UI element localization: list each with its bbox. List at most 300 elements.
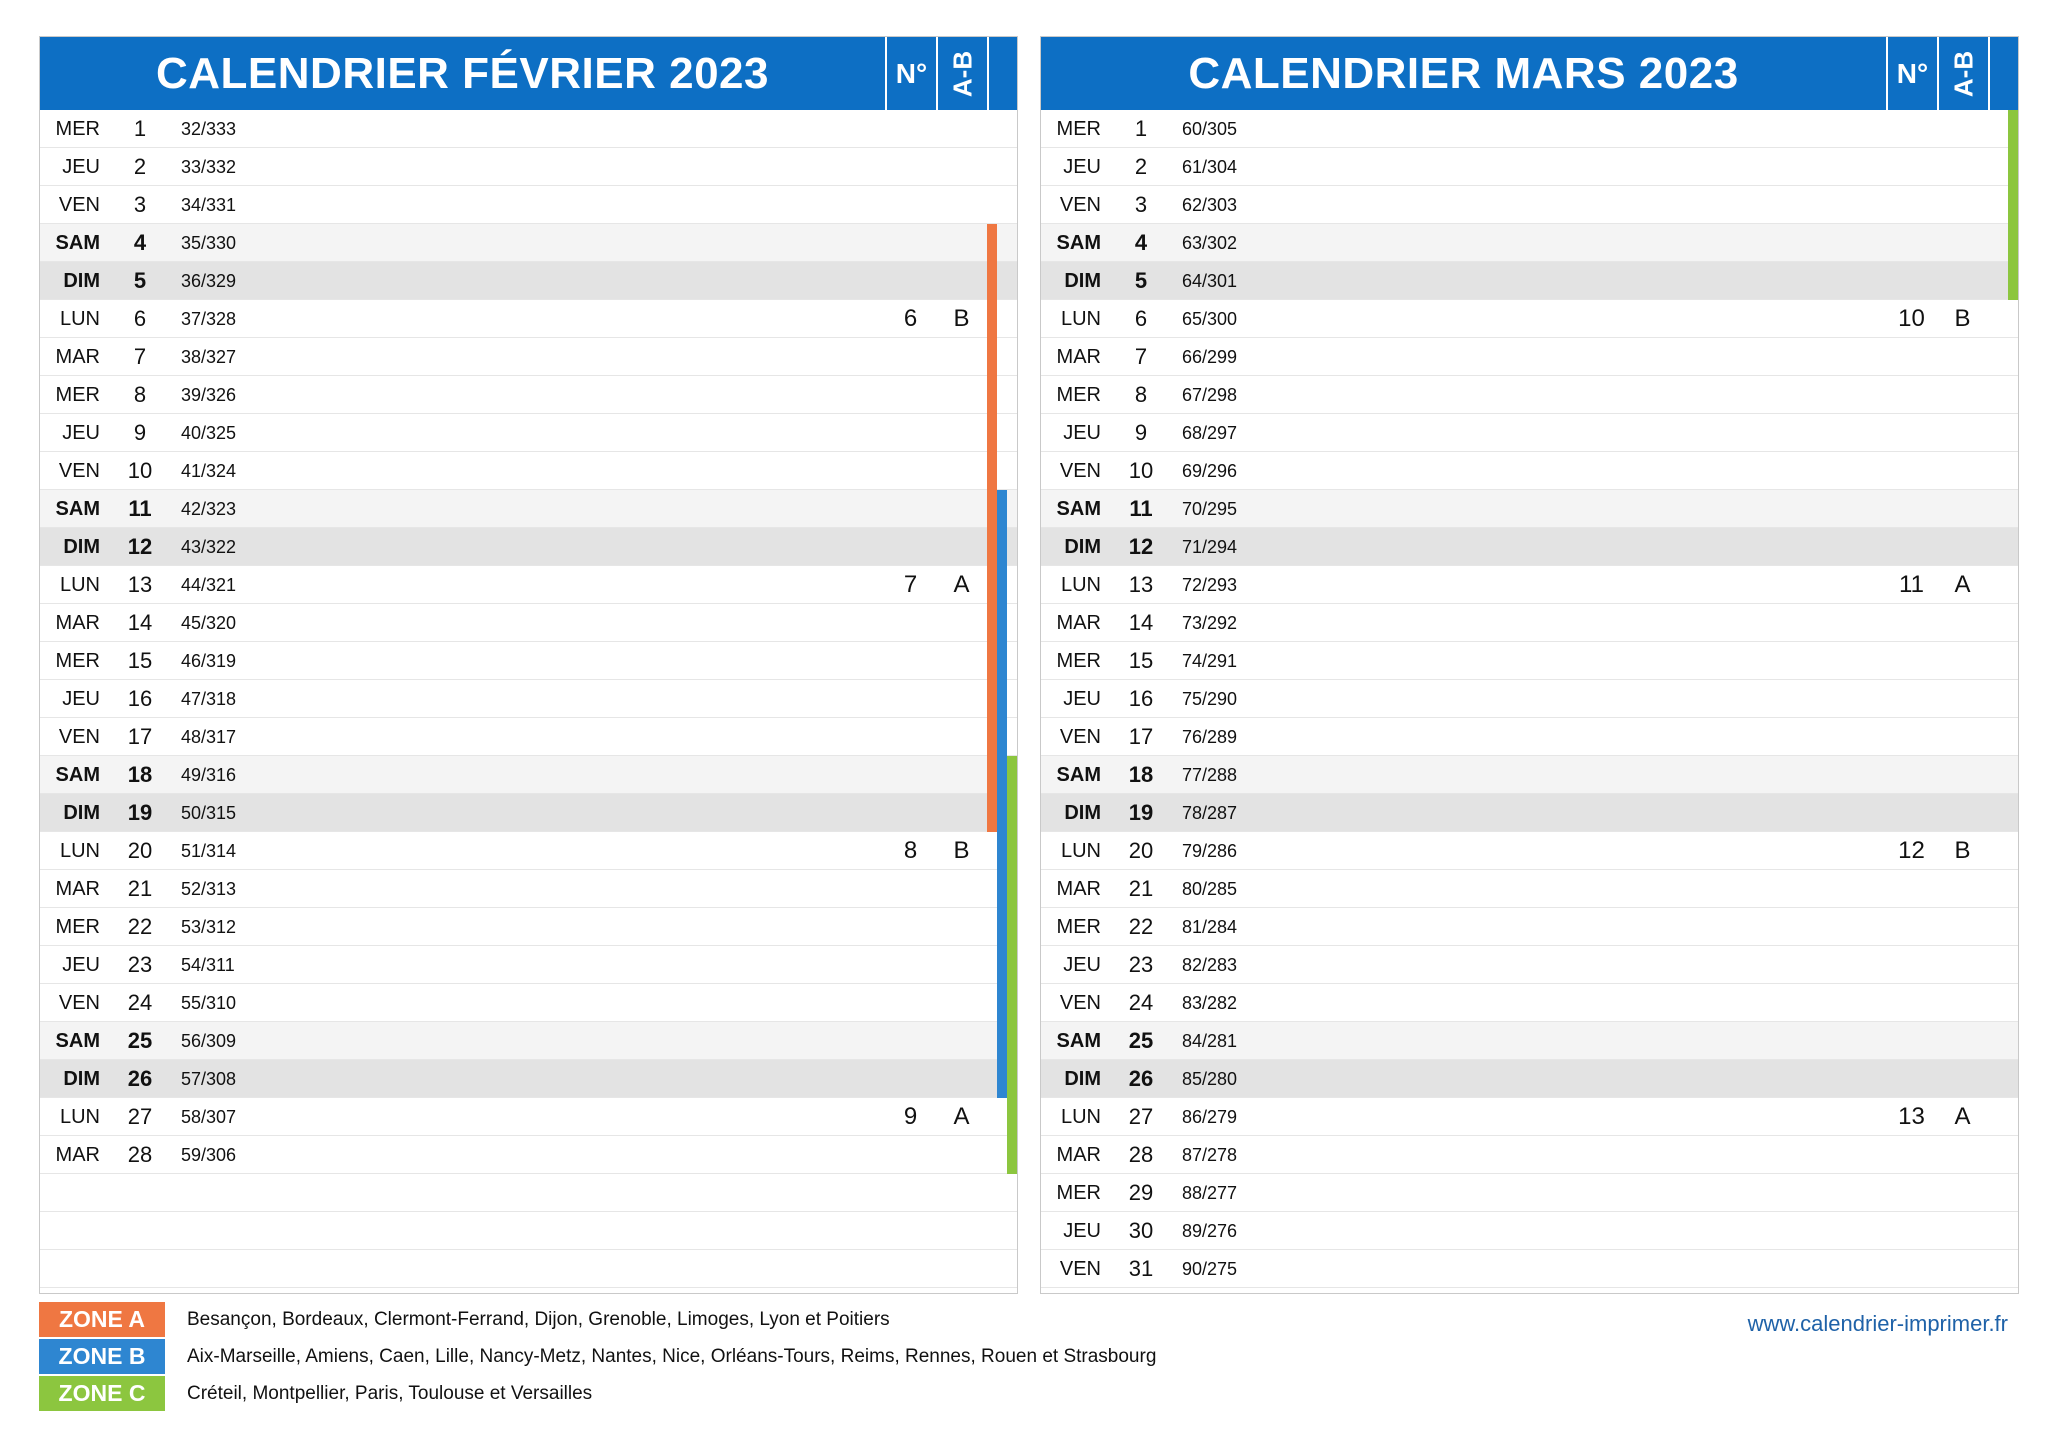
month-header bbox=[40, 37, 1017, 110]
day-row bbox=[1041, 110, 2018, 148]
day-of-week: VEN bbox=[1059, 726, 1101, 748]
zone-a-cities: Besançon, Bordeaux, Clermont-Ferrand, Dijon, Grenoble, Limoges, Lyon et Poitiers bbox=[187, 1309, 890, 1330]
day-number: 17 bbox=[1128, 724, 1154, 749]
ab-week-header: A-B bbox=[1937, 37, 1988, 110]
day-of-week: MER bbox=[55, 916, 100, 938]
zone-a-holiday-bar bbox=[987, 680, 997, 718]
day-row bbox=[1041, 414, 2018, 452]
day-of-year: 73/292 bbox=[1182, 613, 1238, 633]
day-row bbox=[40, 756, 1017, 794]
day-of-year: 61/304 bbox=[1182, 157, 1238, 177]
day-of-week: MAR bbox=[1056, 346, 1101, 368]
calendar-march bbox=[1040, 36, 2019, 1294]
day-of-week: MAR bbox=[55, 878, 100, 900]
zone-c-holiday-bar bbox=[1007, 832, 1017, 870]
day-of-year: 83/282 bbox=[1182, 993, 1238, 1013]
day-of-year: 68/297 bbox=[1182, 423, 1238, 443]
day-of-week: MER bbox=[55, 650, 100, 672]
zone-c-holiday-bar bbox=[1007, 756, 1017, 794]
zone-a-holiday-bar bbox=[987, 718, 997, 756]
day-of-year: 49/316 bbox=[181, 765, 237, 785]
day-number: 11 bbox=[1129, 496, 1153, 521]
day-of-year: 35/330 bbox=[181, 233, 237, 253]
day-number: 25 bbox=[1128, 1028, 1154, 1053]
day-row bbox=[1041, 528, 2018, 566]
day-row bbox=[40, 490, 1017, 528]
day-number: 10 bbox=[1128, 458, 1154, 483]
day-row bbox=[40, 604, 1017, 642]
day-number: 5 bbox=[133, 268, 147, 293]
day-row bbox=[40, 832, 1017, 870]
zone-a-holiday-bar bbox=[987, 528, 997, 566]
day-of-year: 72/293 bbox=[1182, 575, 1238, 595]
zone-a-holiday-bar bbox=[987, 262, 997, 300]
day-of-year: 67/298 bbox=[1182, 385, 1238, 405]
day-of-week: LUN bbox=[59, 574, 100, 596]
day-of-year: 54/311 bbox=[181, 955, 235, 975]
zone-b-cities: Aix-Marseille, Amiens, Caen, Lille, Nancy-Metz, Nantes, Nice, Orléans-Tours, Reims, Rennes, Rouen et Strasbourg bbox=[187, 1346, 1157, 1367]
day-number: 20 bbox=[1128, 838, 1154, 863]
day-row bbox=[40, 1136, 1017, 1174]
day-of-week: LUN bbox=[1060, 308, 1101, 330]
day-of-year: 36/329 bbox=[181, 271, 237, 291]
zone-c-holiday-bar bbox=[1007, 1136, 1017, 1174]
day-of-week: MER bbox=[1056, 650, 1101, 672]
day-row bbox=[1041, 832, 2018, 870]
day-of-year: 34/331 bbox=[181, 195, 237, 215]
zone-a-holiday-bar bbox=[987, 604, 997, 642]
day-row bbox=[40, 186, 1017, 224]
day-number: 6 bbox=[133, 306, 147, 331]
day-of-week: SAM bbox=[55, 232, 100, 254]
day-number: 22 bbox=[1128, 914, 1154, 939]
zone-a-holiday-bar bbox=[987, 490, 997, 528]
day-row bbox=[1041, 794, 2018, 832]
day-of-week: VEN bbox=[58, 992, 100, 1014]
day-of-year: 78/287 bbox=[1182, 803, 1238, 823]
day-number: 26 bbox=[127, 1066, 153, 1091]
day-number: 28 bbox=[127, 1142, 153, 1167]
day-of-week: JEU bbox=[1063, 156, 1101, 178]
day-number: 12 bbox=[1128, 534, 1154, 559]
day-of-year: 79/286 bbox=[1182, 841, 1238, 861]
zone-b-holiday-bar bbox=[997, 718, 1007, 756]
day-of-year: 52/313 bbox=[181, 879, 237, 899]
day-row bbox=[1041, 1250, 2018, 1288]
day-number: 20 bbox=[127, 838, 153, 863]
day-of-year: 40/325 bbox=[181, 423, 237, 443]
day-row bbox=[40, 908, 1017, 946]
day-row bbox=[1041, 1022, 2018, 1060]
day-row bbox=[1041, 870, 2018, 908]
zone-c-holiday-bar bbox=[2008, 110, 2018, 148]
zone-a-holiday-bar bbox=[987, 642, 997, 680]
zone-a-holiday-bar bbox=[987, 338, 997, 376]
zone-c-holiday-bar bbox=[1007, 908, 1017, 946]
day-of-week: DIM bbox=[1064, 1068, 1101, 1090]
day-row bbox=[40, 1174, 1017, 1212]
zone-c-holiday-bar bbox=[2008, 186, 2018, 224]
day-row bbox=[1041, 604, 2018, 642]
day-of-week: VEN bbox=[1059, 992, 1101, 1014]
day-number: 16 bbox=[1128, 686, 1154, 711]
day-number: 23 bbox=[127, 952, 153, 977]
zone-b-holiday-bar bbox=[997, 604, 1007, 642]
day-of-week: LUN bbox=[59, 840, 100, 862]
day-of-year: 69/296 bbox=[1182, 461, 1238, 481]
day-number: 1 bbox=[1134, 116, 1148, 141]
day-row bbox=[1041, 490, 2018, 528]
day-of-year: 64/301 bbox=[1182, 271, 1238, 291]
day-of-week: DIM bbox=[1064, 270, 1101, 292]
calendar-february bbox=[39, 36, 1018, 1294]
day-of-week: JEU bbox=[62, 688, 100, 710]
day-of-week: DIM bbox=[63, 536, 100, 558]
day-row bbox=[1041, 756, 2018, 794]
zone-b-holiday-bar bbox=[997, 1060, 1007, 1098]
day-number: 29 bbox=[1128, 1180, 1154, 1205]
day-of-year: 88/277 bbox=[1182, 1183, 1238, 1203]
day-of-week: JEU bbox=[1063, 1220, 1101, 1242]
day-of-week: MER bbox=[1056, 384, 1101, 406]
day-of-week: LUN bbox=[1060, 1106, 1101, 1128]
day-of-year: 74/291 bbox=[1182, 651, 1238, 671]
ab-week: A bbox=[1954, 571, 1971, 598]
day-of-week: VEN bbox=[58, 726, 100, 748]
day-of-year: 80/285 bbox=[1182, 879, 1238, 899]
ab-week: A bbox=[953, 571, 970, 598]
day-number: 1 bbox=[133, 116, 147, 141]
day-number: 11 bbox=[128, 496, 152, 521]
day-of-year: 81/284 bbox=[1182, 917, 1238, 937]
day-of-week: SAM bbox=[55, 498, 100, 520]
day-of-week: JEU bbox=[1063, 422, 1101, 444]
day-row bbox=[40, 414, 1017, 452]
day-of-week: SAM bbox=[1056, 1030, 1101, 1052]
zone-a-holiday-bar bbox=[987, 756, 997, 794]
day-row bbox=[40, 794, 1017, 832]
zone-b-holiday-bar bbox=[997, 832, 1007, 870]
day-of-week: MAR bbox=[55, 346, 100, 368]
zone-c-holiday-bar bbox=[1007, 984, 1017, 1022]
day-row bbox=[1041, 642, 2018, 680]
day-of-week: LUN bbox=[1060, 574, 1101, 596]
zone-a-holiday-bar bbox=[987, 300, 997, 338]
day-number: 27 bbox=[1128, 1104, 1154, 1129]
day-of-year: 45/320 bbox=[181, 613, 237, 633]
day-row bbox=[40, 528, 1017, 566]
day-number: 13 bbox=[127, 572, 153, 597]
zone-b-holiday-bar bbox=[997, 680, 1007, 718]
day-of-week: MAR bbox=[1056, 1144, 1101, 1166]
day-number: 14 bbox=[1128, 610, 1154, 635]
zone-column-header bbox=[987, 37, 1019, 110]
day-of-year: 76/289 bbox=[1182, 727, 1238, 747]
day-number: 28 bbox=[1128, 1142, 1154, 1167]
zone-b-holiday-bar bbox=[997, 1022, 1007, 1060]
zone-a-badge: ZONE A bbox=[39, 1302, 165, 1337]
zone-b-holiday-bar bbox=[997, 566, 1007, 604]
month-title: CALENDRIER FÉVRIER 2023 bbox=[156, 49, 769, 98]
day-of-week: DIM bbox=[1064, 802, 1101, 824]
day-number: 31 bbox=[1128, 1256, 1154, 1281]
day-row bbox=[1041, 300, 2018, 338]
day-of-year: 89/276 bbox=[1182, 1221, 1238, 1241]
day-of-week: SAM bbox=[55, 764, 100, 786]
zone-b-badge: ZONE B bbox=[39, 1339, 165, 1374]
zone-a-holiday-bar bbox=[987, 566, 997, 604]
month-title: CALENDRIER MARS 2023 bbox=[1188, 49, 1739, 98]
zone-b-holiday-bar bbox=[997, 756, 1007, 794]
day-rows bbox=[40, 110, 1017, 1288]
month-header bbox=[1041, 37, 2018, 110]
ab-week: B bbox=[953, 837, 970, 864]
week-number: 7 bbox=[903, 571, 918, 598]
day-number: 8 bbox=[1134, 382, 1148, 407]
day-of-week: VEN bbox=[1059, 194, 1101, 216]
day-of-year: 32/333 bbox=[181, 119, 237, 139]
day-number: 2 bbox=[1134, 154, 1148, 179]
day-of-week: SAM bbox=[1056, 232, 1101, 254]
zone-c-holiday-bar bbox=[1007, 1098, 1017, 1136]
ab-week: B bbox=[1954, 837, 1971, 864]
day-row bbox=[40, 1022, 1017, 1060]
day-of-week: LUN bbox=[59, 308, 100, 330]
day-row bbox=[40, 680, 1017, 718]
day-number: 18 bbox=[1128, 762, 1154, 787]
week-number: 6 bbox=[903, 305, 918, 332]
day-row bbox=[1041, 376, 2018, 414]
day-of-week: MER bbox=[55, 384, 100, 406]
zone-a-holiday-bar bbox=[987, 224, 997, 262]
day-number: 19 bbox=[1128, 800, 1154, 825]
zone-a-holiday-bar bbox=[987, 376, 997, 414]
day-number: 9 bbox=[1134, 420, 1148, 445]
zone-c-holiday-bar bbox=[1007, 870, 1017, 908]
day-of-year: 53/312 bbox=[181, 917, 237, 937]
zone-c-cities: Créteil, Montpellier, Paris, Toulouse et Versailles bbox=[187, 1383, 593, 1404]
day-of-week: LUN bbox=[59, 1106, 100, 1128]
day-of-week: VEN bbox=[58, 194, 100, 216]
day-row bbox=[1041, 148, 2018, 186]
zone-b-holiday-bar bbox=[997, 946, 1007, 984]
day-row bbox=[1041, 718, 2018, 756]
day-number: 12 bbox=[127, 534, 153, 559]
day-number: 25 bbox=[127, 1028, 153, 1053]
week-number: 11 bbox=[1899, 571, 1924, 598]
day-number: 15 bbox=[127, 648, 153, 673]
day-row bbox=[40, 452, 1017, 490]
day-of-week: JEU bbox=[1063, 688, 1101, 710]
day-of-week: DIM bbox=[63, 270, 100, 292]
day-of-week: MAR bbox=[1056, 612, 1101, 634]
day-row bbox=[1041, 680, 2018, 718]
day-of-year: 82/283 bbox=[1182, 955, 1238, 975]
day-number: 3 bbox=[1134, 192, 1148, 217]
day-number: 16 bbox=[127, 686, 153, 711]
day-number: 19 bbox=[127, 800, 153, 825]
day-row bbox=[1041, 338, 2018, 376]
zone-b-holiday-bar bbox=[997, 642, 1007, 680]
day-number: 14 bbox=[127, 610, 153, 635]
day-number: 8 bbox=[133, 382, 147, 407]
day-of-week: MER bbox=[1056, 118, 1101, 140]
day-of-week: MAR bbox=[55, 1144, 100, 1166]
day-of-year: 71/294 bbox=[1182, 537, 1238, 557]
day-number: 21 bbox=[1128, 876, 1154, 901]
day-row bbox=[40, 224, 1017, 262]
day-of-week: MER bbox=[1056, 1182, 1101, 1204]
day-of-week: JEU bbox=[62, 156, 100, 178]
day-of-year: 33/332 bbox=[181, 157, 237, 177]
day-of-year: 48/317 bbox=[181, 727, 237, 747]
day-of-year: 59/306 bbox=[181, 1145, 237, 1165]
day-row bbox=[1041, 262, 2018, 300]
day-number: 13 bbox=[1128, 572, 1154, 597]
zone-column-header bbox=[1988, 37, 2020, 110]
day-of-week: JEU bbox=[62, 422, 100, 444]
zone-b-holiday-bar bbox=[997, 794, 1007, 832]
day-of-year: 44/321 bbox=[181, 575, 237, 595]
day-number: 3 bbox=[133, 192, 147, 217]
day-of-year: 47/318 bbox=[181, 689, 237, 709]
day-row bbox=[40, 642, 1017, 680]
zone-b-holiday-bar bbox=[997, 908, 1007, 946]
zone-c-badge: ZONE C bbox=[39, 1376, 165, 1411]
day-of-year: 56/309 bbox=[181, 1031, 237, 1051]
day-row bbox=[40, 718, 1017, 756]
ab-week: A bbox=[953, 1103, 970, 1130]
zone-b-holiday-bar bbox=[997, 870, 1007, 908]
website-link[interactable]: www.calendrier-imprimer.fr bbox=[1747, 1311, 2008, 1336]
day-of-week: VEN bbox=[1059, 460, 1101, 482]
day-row bbox=[40, 376, 1017, 414]
day-of-week: JEU bbox=[1063, 954, 1101, 976]
week-number: 9 bbox=[903, 1103, 918, 1130]
day-number: 24 bbox=[127, 990, 153, 1015]
day-of-year: 85/280 bbox=[1182, 1069, 1238, 1089]
day-of-year: 50/315 bbox=[181, 803, 237, 823]
day-row bbox=[40, 148, 1017, 186]
zone-a-holiday-bar bbox=[987, 414, 997, 452]
day-of-year: 70/295 bbox=[1182, 499, 1238, 519]
day-of-year: 66/299 bbox=[1182, 347, 1238, 367]
zone-b-holiday-bar bbox=[997, 490, 1007, 528]
zone-c-holiday-bar bbox=[2008, 224, 2018, 262]
day-of-week: SAM bbox=[55, 1030, 100, 1052]
day-row bbox=[1041, 984, 2018, 1022]
day-row bbox=[1041, 566, 2018, 604]
zone-b-holiday-bar bbox=[997, 528, 1007, 566]
day-row bbox=[1041, 186, 2018, 224]
day-row bbox=[1041, 908, 2018, 946]
day-row bbox=[40, 262, 1017, 300]
day-number: 7 bbox=[1134, 344, 1148, 369]
week-number: 8 bbox=[903, 837, 918, 864]
day-of-week: DIM bbox=[63, 1068, 100, 1090]
day-number: 23 bbox=[1128, 952, 1154, 977]
day-of-year: 43/322 bbox=[181, 537, 237, 557]
zone-c-holiday-bar bbox=[1007, 1060, 1017, 1098]
ab-week: B bbox=[953, 305, 970, 332]
ab-week-header: A-B bbox=[936, 37, 987, 110]
day-number: 27 bbox=[127, 1104, 153, 1129]
week-number-header: N° bbox=[885, 37, 936, 110]
day-number: 26 bbox=[1128, 1066, 1154, 1091]
week-number-header: N° bbox=[1886, 37, 1937, 110]
day-of-year: 51/314 bbox=[181, 841, 237, 861]
zone-a-holiday-bar bbox=[987, 452, 997, 490]
zone-b-holiday-bar bbox=[997, 984, 1007, 1022]
day-of-year: 46/319 bbox=[181, 651, 237, 671]
week-number: 13 bbox=[1898, 1103, 1925, 1130]
day-number: 2 bbox=[133, 154, 147, 179]
zone-a-holiday-bar bbox=[987, 794, 997, 832]
day-row bbox=[40, 984, 1017, 1022]
day-row bbox=[40, 566, 1017, 604]
day-row bbox=[40, 1212, 1017, 1250]
day-number: 4 bbox=[1134, 230, 1148, 255]
zone-c-holiday-bar bbox=[2008, 148, 2018, 186]
ab-week: B bbox=[1954, 305, 1971, 332]
day-row bbox=[40, 300, 1017, 338]
day-row bbox=[40, 338, 1017, 376]
day-rows bbox=[1041, 110, 2018, 1288]
ab-week: A bbox=[1954, 1103, 1971, 1130]
day-of-week: JEU bbox=[62, 954, 100, 976]
day-row bbox=[1041, 1060, 2018, 1098]
day-number: 24 bbox=[1128, 990, 1154, 1015]
day-number: 17 bbox=[127, 724, 153, 749]
week-number: 10 bbox=[1898, 305, 1925, 332]
day-number: 15 bbox=[1128, 648, 1154, 673]
day-of-year: 60/305 bbox=[1182, 119, 1238, 139]
day-of-year: 87/278 bbox=[1182, 1145, 1238, 1165]
day-of-week: DIM bbox=[63, 802, 100, 824]
day-of-week: VEN bbox=[1059, 1258, 1101, 1280]
day-of-year: 38/327 bbox=[181, 347, 237, 367]
day-of-week: VEN bbox=[58, 460, 100, 482]
day-number: 18 bbox=[127, 762, 153, 787]
day-number: 22 bbox=[127, 914, 153, 939]
day-number: 9 bbox=[133, 420, 147, 445]
day-of-year: 63/302 bbox=[1182, 233, 1238, 253]
week-number: 12 bbox=[1898, 837, 1925, 864]
day-row bbox=[1041, 946, 2018, 984]
day-number: 6 bbox=[1134, 306, 1148, 331]
day-of-year: 39/326 bbox=[181, 385, 237, 405]
day-row bbox=[40, 870, 1017, 908]
day-row bbox=[40, 946, 1017, 984]
day-of-year: 55/310 bbox=[181, 993, 237, 1013]
day-of-year: 75/290 bbox=[1182, 689, 1238, 709]
day-of-year: 41/324 bbox=[181, 461, 237, 481]
day-row bbox=[40, 110, 1017, 148]
day-row bbox=[1041, 224, 2018, 262]
day-row bbox=[40, 1098, 1017, 1136]
day-row bbox=[1041, 1136, 2018, 1174]
zone-c-holiday-bar bbox=[2008, 262, 2018, 300]
day-number: 5 bbox=[1134, 268, 1148, 293]
day-of-year: 57/308 bbox=[181, 1069, 237, 1089]
day-of-year: 37/328 bbox=[181, 309, 237, 329]
day-of-week: MER bbox=[55, 118, 100, 140]
day-of-week: LUN bbox=[1060, 840, 1101, 862]
day-of-year: 84/281 bbox=[1182, 1031, 1238, 1051]
day-row bbox=[40, 1060, 1017, 1098]
day-of-year: 58/307 bbox=[181, 1107, 237, 1127]
day-number: 30 bbox=[1128, 1218, 1154, 1243]
